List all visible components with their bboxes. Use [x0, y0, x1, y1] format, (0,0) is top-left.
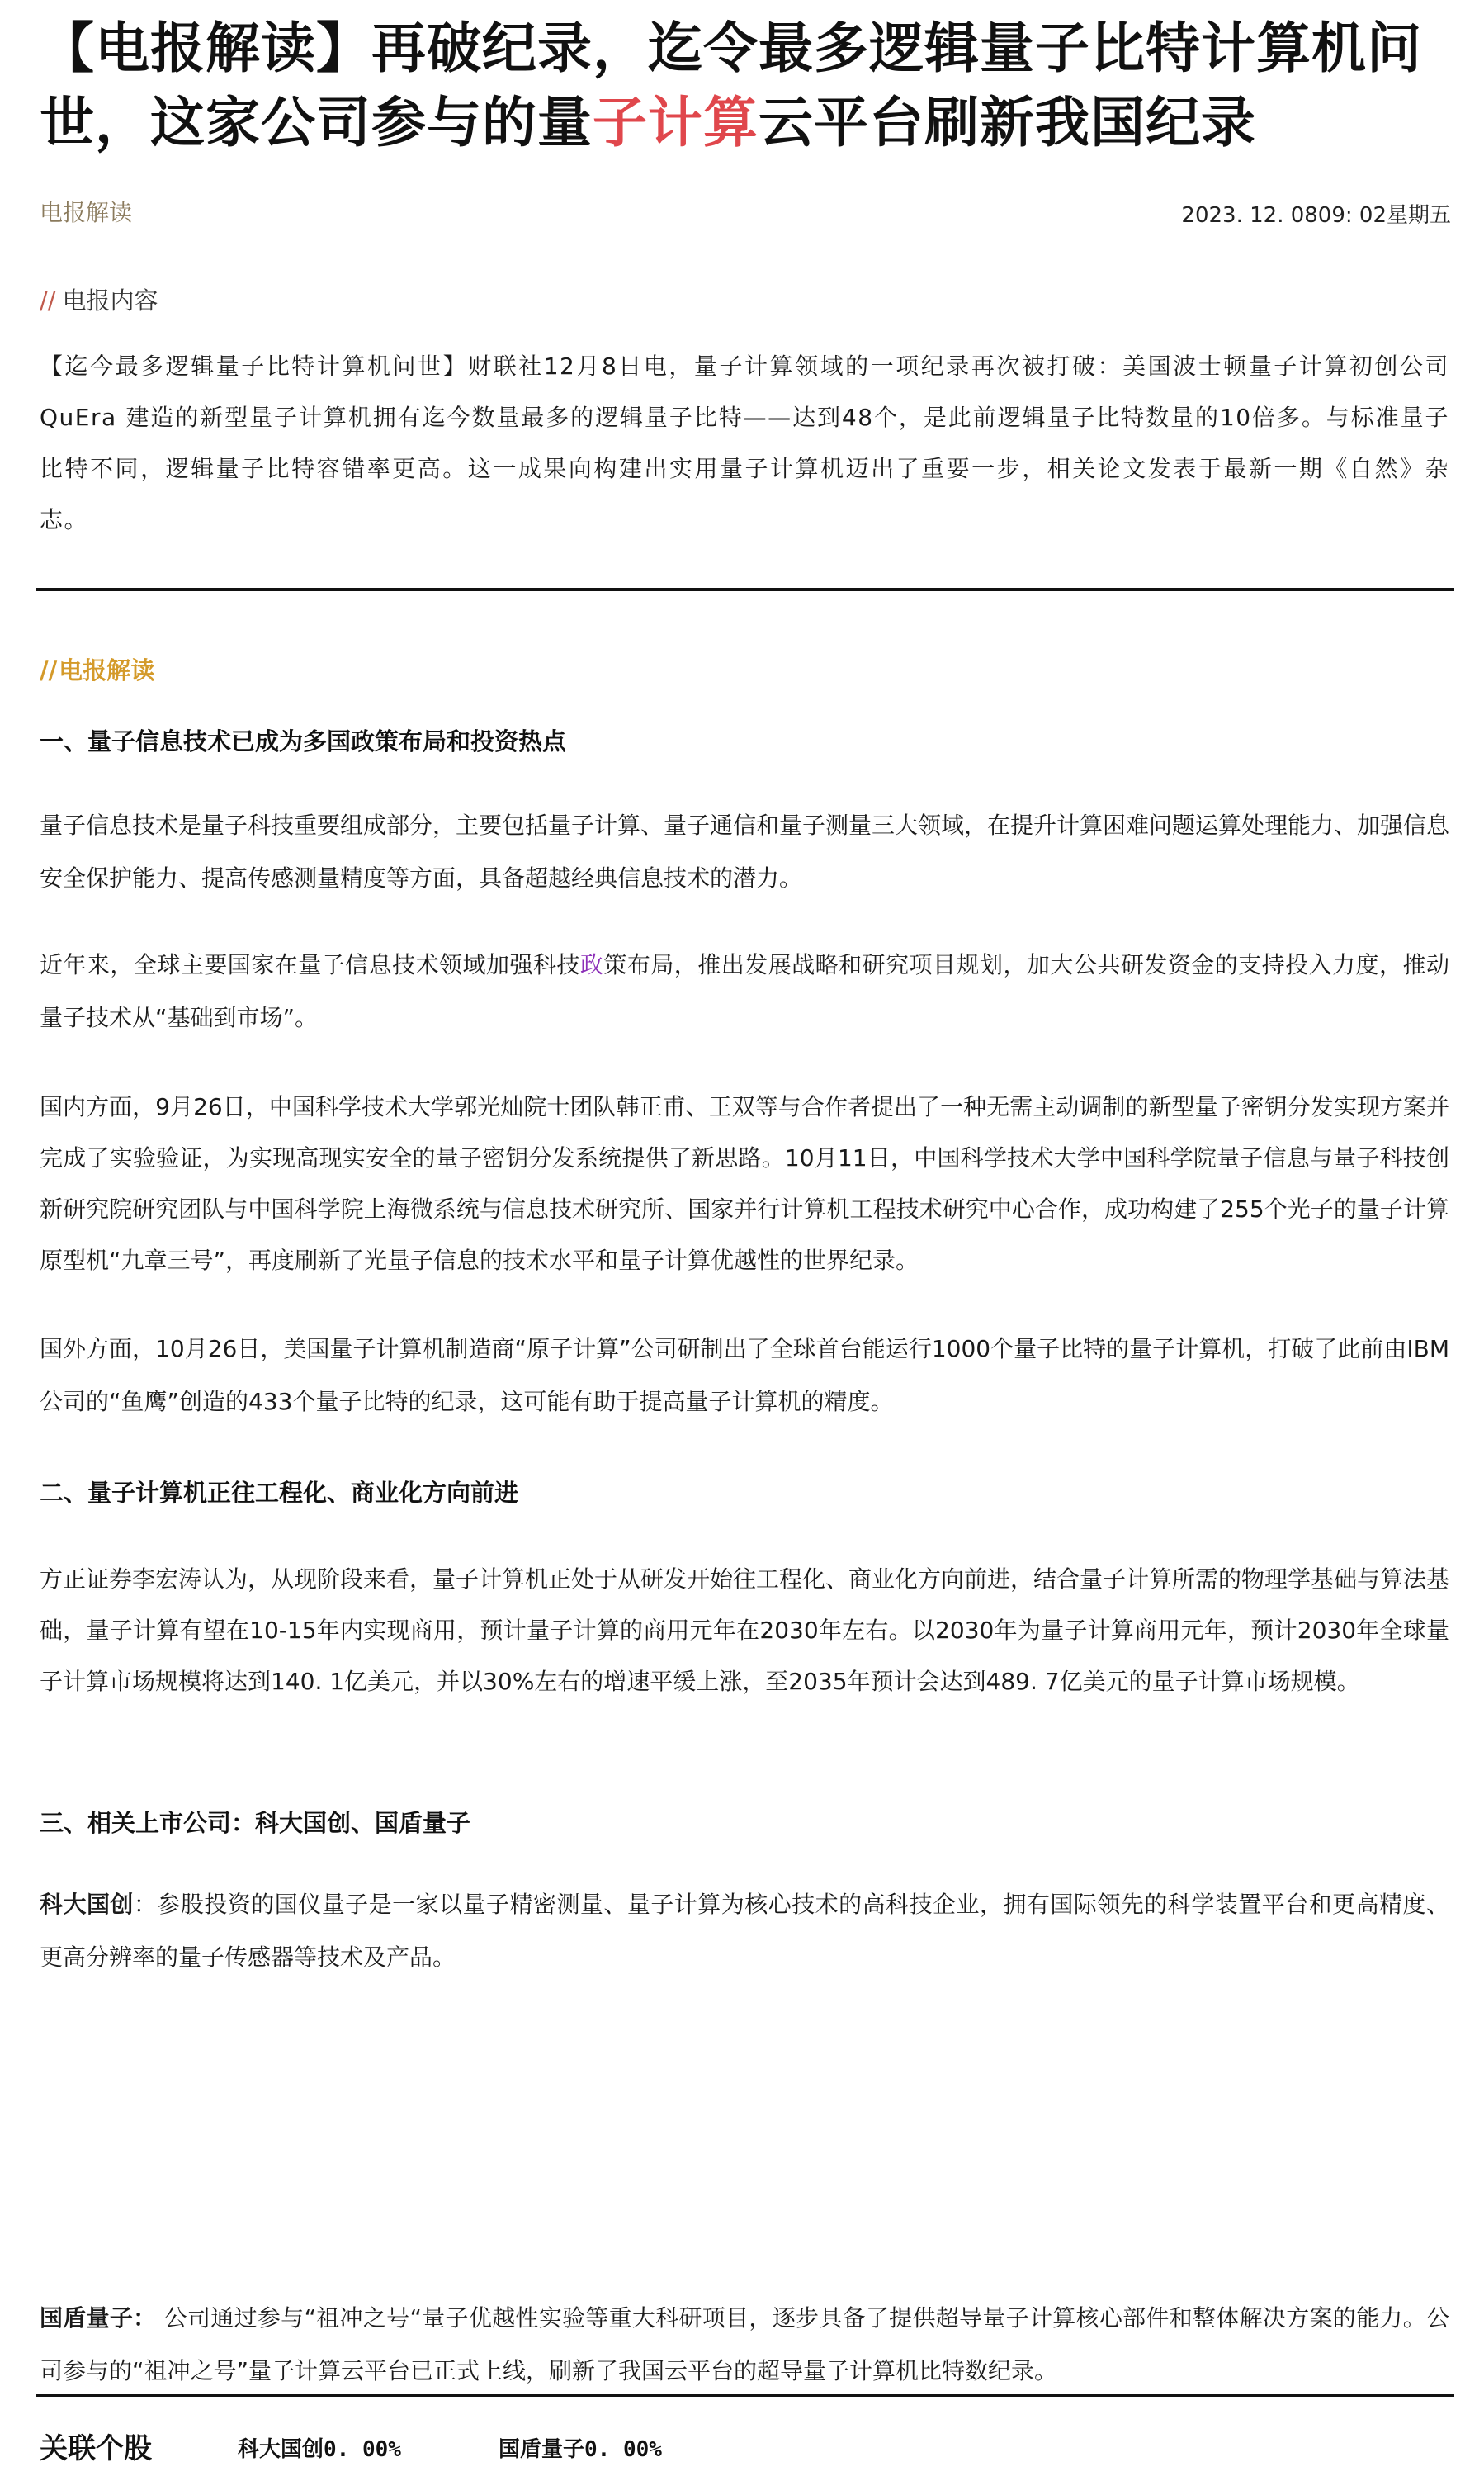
divider-bottom: [36, 2394, 1454, 2397]
paragraph-1: 量子信息技术是量子科技重要组成部分，主要包括量子计算、量子通信和量子测量三大领域，在提升计算困难问题运算处理能力、加强信息安全保护能力、提高传感测量精度等方面，具备超越经典信息技术的潜力。: [40, 812, 1450, 892]
paragraph-3: 国内方面，9月26日，中国科学技术大学郭光灿院士团队韩正甫、王双等与合作者提出了一种无需主动调制的新型量子密钥分发实现方案并完成了实验验证，为实现高现实安全的量子密钥分发系统提供了新思路。10月11日，中国科学技术大学中国科学院量子信息与量子科技创新研究院研究团队与中国科学院上海微系统与信息技术研究所、国家并行计算机工程技术研究中心合作，成功构建了255个光子的量子计算原型机“九章三号”，再度刷新了光量子信息的技术水平和量子计算优越性的世界纪录。: [40, 1093, 1449, 1274]
section-slash: //: [40, 656, 58, 684]
telegram-section-heading: [40, 282, 158, 316]
subheading-3: 三、相关上市公司：科大国创、国盾量子: [40, 1809, 471, 1837]
section-label: 电报解读: [59, 656, 155, 684]
subheading-1: 一、量子信息技术已成为多国政策布局和投资热点: [40, 727, 567, 755]
divider-top: [36, 588, 1454, 591]
paragraph-2-text-b: 策布局，推出发展战略和研究项目规划，加大公共研发资金的支持投入力度，推动量子技术从“基础到市场”。: [40, 951, 1449, 1031]
company-label-kdgc: 科大国创: [40, 1891, 134, 1918]
section-slash: //: [40, 286, 56, 315]
telegram-content: 【迄今最多逻辑量子比特计算机问世】财联社12月8日电，量子计算领域的一项纪录再次被打破：美国波士顿量子计算初创公司QuEra 建造的新型量子计算机拥有迄今数量最多的逻辑量子比特——达到48个，是此前逻辑量子比特数量的10倍多。与标准量子比特不同，逻辑量子比特容错率更高。这一成果向构建出实用量子计算机迈出了重要一步，相关论文发表于最新一期《自然》杂志。: [40, 353, 1449, 533]
stock-name: 国盾量子: [499, 2437, 585, 2462]
stock-item-gdlz[interactable]: [499, 2432, 662, 2463]
paragraph-6-text: ：参股投资的国仪量子是一家以量子精密测量、量子计算为核心技术的高科技企业，拥有国际领先的科学装置平台和更高精度、更高分辨率的量子传感器等技术及产品。: [40, 1891, 1449, 1971]
title-text-1: 【电报解读】再破纪录，迄令最多逻辑量子比特计算机问世，这家公司参与的量: [40, 17, 1422, 154]
subheading-2: 二、量子计算机正往工程化、商业化方向前进: [40, 1479, 519, 1507]
title-highlight: 子计算: [593, 91, 759, 154]
paragraph-2-highlight: 政: [579, 951, 604, 978]
paragraph-2-text-a: 近年来，全球主要国家在量子信息技术领域加强科技: [40, 951, 580, 978]
publish-datetime: 2023. 12. 0809: 02星期五: [1181, 203, 1451, 228]
paragraph-2: [40, 939, 1449, 1044]
stock-change: 0. 00%: [324, 2437, 401, 2462]
paragraph-6: [40, 1878, 1449, 1984]
article-meta: [40, 195, 1451, 228]
paragraph-4: 国外方面，10月26日，美国量子计算机制造商“原子计算”公司研制出了全球首台能运行1000个量子比特的量子计算机，打破了此前由IBM公司的“鱼鹰”创造的433个量子比特的纪录，这可能有助于提高量子计算机的精度。: [40, 1335, 1449, 1415]
stock-item-kdgc[interactable]: [238, 2432, 401, 2463]
section-label: 电报内容: [62, 286, 158, 315]
stock-change: 0. 00%: [584, 2437, 662, 2462]
paragraph-7-text: 公司通过参与“祖冲之号“量子优越性实验等重大科研项目，逐步具备了提供超导量子计算核心部件和整体解决方案的能力。公司参与的“祖冲之号”量子计算云平台已正式上线，刷新了我国云平台的超导量子计算机比特数纪录。: [40, 2304, 1449, 2384]
stock-name: 科大国创: [238, 2437, 324, 2462]
paragraph-7: [40, 2292, 1449, 2398]
category-label[interactable]: 电报解读: [40, 199, 133, 226]
title-text-2: 云平台刷新我国纪录: [759, 91, 1256, 154]
paragraph-5: 方正证券李宏涛认为，从现阶段来看，量子计算机正处于从研发开始往工程化、商业化方向前进，结合量子计算所需的物理学基础与算法基础，量子计算有望在10-15年内实现商用，预计量子计算的商用元年在2030年左右。以2030年为量子计算商用元年，预计2030年全球量子计算市场规模将达到140. 1亿美元，并以30%左右的增速平缓上涨，至2035年预计会达到489. 7亿美元的量子计算市场规模。: [40, 1565, 1450, 1695]
company-label-gdlz: 国盾量子：: [40, 2304, 157, 2332]
interpretation-section-heading: [40, 652, 154, 686]
related-stocks: [40, 2426, 1451, 2467]
related-stocks-label: 关联个股: [40, 2432, 152, 2465]
article-title: [40, 12, 1451, 160]
